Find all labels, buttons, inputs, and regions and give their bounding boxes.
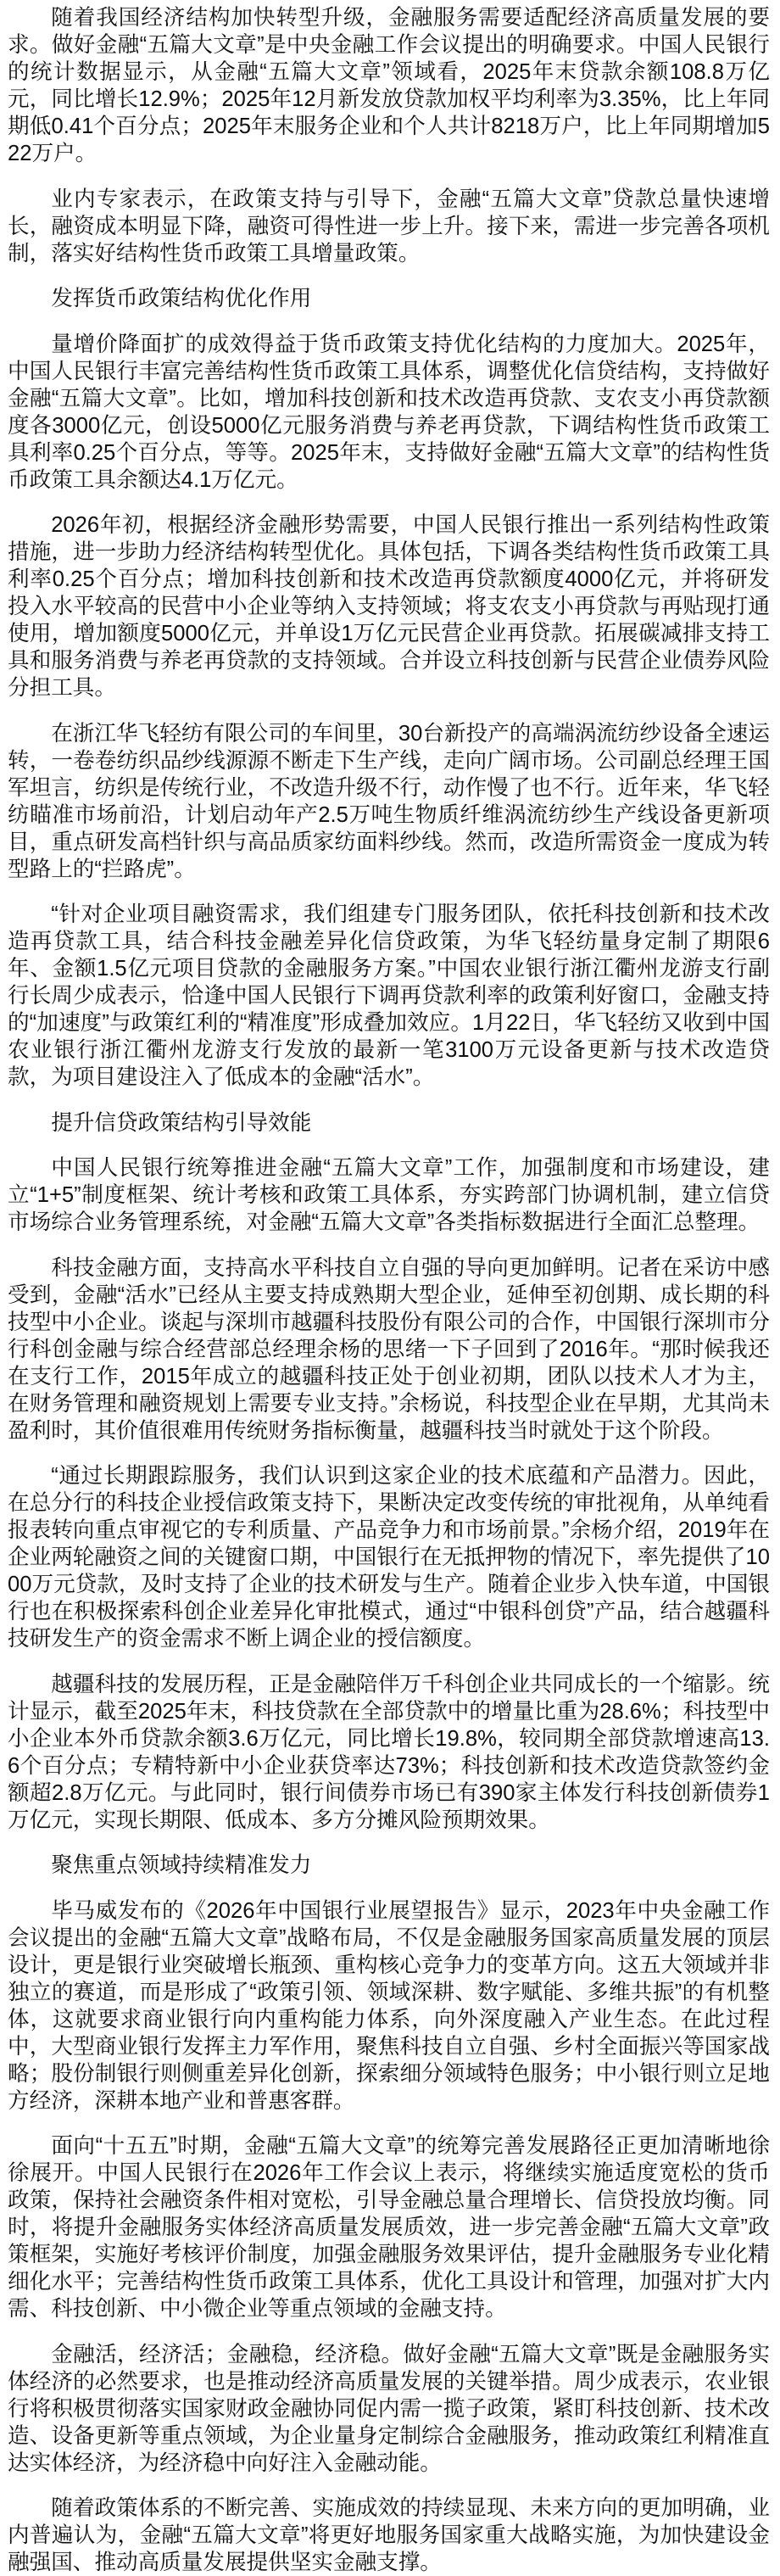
paragraph-intro: 随着我国经济结构加快转型升级，金融服务需要适配经济高质量发展的要求。做好金融“五篇大文章”是中央金融工作会议提出的明确要求。中国人民银行的统计数据显示，从金融“五篇大文章”领域看，2025年末贷款余额108.8万亿元，同比增长12.9%；2025年12月新发放贷款加权平均利率为3.35%，比上年同期低0.41个百分点；2025年末服务企业和个人共计8218万户，比上年同期增加522万户。 — [8, 6, 770, 165]
section-heading-key-areas: 聚焦重点领域持续精准发力 — [51, 1853, 312, 1877]
paragraph-pboc-framework: 中国人民银行统筹推进金融“五篇大文章”工作，加强制度和市场建设，建立“1+5”制度框架、统计考核和政策工具体系，夯实跨部门协调机制，建立信贷市场综合业务管理系统，对金融“五篇大文章”各类指标数据进行全面汇总整理。 — [8, 1156, 770, 1234]
paragraph-kpmg-report: 毕马威发布的《2026年中国银行业展望报告》显示，2023年中央金融工作会议提出的金融“五篇大文章”战略布局，不仅是金融服务国家高质量发展的顶层设计，更是银行业突破增长瓶颈、重构核心竞争力的变革方向。这五大领域并非独立的赛道，而是形成了“政策引领、领域深耕、数字赋能、多维共振”的有机整体，这就要求商业银行向内重构能力体系，向外深度融入产业生态。在此过程中，大型商业银行发挥主力军作用，聚焦科技自立自强、乡村全面振兴等国家战略；股份制银行则侧重差异化创新，探索细分领域特色服务；中小银行则立足地方经济，深耕本地产业和普惠客群。 — [8, 1898, 770, 2113]
paragraph-boc-quote: “通过长期跟踪服务，我们认识到这家企业的技术底蕴和产品潜力。因此，在总分行的科技企业授信政策支持下，果断决定改变传统的审批视角，从单纯看报表转向重点审视它的专利质量、产品竞争力和市场前景。”余杨介绍，2019年在企业两轮融资之间的关键窗口期，中国银行在无抵押物的情况下，率先提供了1000万元贷款，及时支持了企业的技术研发与生产。随着企业步入快车道，中国银行也在积极探索科创企业差异化审批模式，通过“中银科创贷”产品，结合越疆科技研发生产的资金需求不断上调企业的授信额度。 — [8, 1464, 770, 1651]
section-heading-credit-policy: 提升信贷政策结构引导效能 — [51, 1110, 312, 1135]
paragraph-tech-finance: 科技金融方面，支持高水平科技自立自强的导向更加鲜明。记者在采访中感受到，金融“活水”已经从主要支持成熟期大型企业，延伸至初创期、成长期的科技型中小企业。谈起与深圳市越疆科技股份有限公司的合作，中国银行深圳市分行科创金融与综合经营部总经理余杨的思绪一下子回到了2016年。“那时候我还在支行工作，2015年成立的越疆科技正处于创业初期，团队以技术人才为主，在财务管理和融资规划上需要专业支持。”余杨说，科技型企业在早期，尤其尚未盈利时，其价值很难用传统财务指标衡量，越疆科技当时就处于这个阶段。 — [8, 1255, 770, 1443]
paragraph-expert-view: 业内专家表示，在政策支持与引导下，金融“五篇大文章”贷款总量快速增长，融资成本明显下降，融资可得性进一步上升。接下来，需进一步完善各项机制，落实好结构性货币政策工具增量政策。 — [8, 187, 770, 265]
paragraph-finance-economy: 金融活，经济活；金融稳，经济稳。做好金融“五篇大文章”既是金融服务实体经济的必然要求，也是推动经济高质量发展的关键举措。周少成表示，农业银行将积极贯彻落实国家财政金融协同促内需一揽子政策，紧盯科技创新、技术改造、设备更新等重点领域，为企业量身定制综合金融服务，推动政策红利精准直达实体经济，为经济稳中向好注入金融动能。 — [8, 2342, 770, 2475]
paragraph-policy-tools-2025: 量增价降面扩的成效得益于货币政策支持优化结构的力度加大。2025年，中国人民银行丰富完善结构性货币政策工具体系，调整优化信贷结构，支持做好金融“五篇大文章”。比如，增加科技创新和技术改造再贷款、支农支小再贷款额度各3000亿元，创设5000亿元服务消费与养老再贷款，下调结构性货币政策工具利率0.25个百分点，等等。2025年末，支持做好金融“五篇大文章”的结构性货币政策工具余额达4.1万亿元。 — [8, 332, 770, 492]
paragraph-tech-loan-stats: 越疆科技的发展历程，正是金融陪伴万千科创企业共同成长的一个缩影。统计显示，截至2025年末，科技贷款在全部贷款中的增量比重为28.6%；科技型中小企业本外币贷款余额3.6万亿元，同比增长19.8%，较同期全部贷款增速高13.6个百分点；专精特新中小企业获贷率达73%；科技创新和技术改造贷款签约金额超2.8万亿元。与此同时，银行间债券市场已有390家主体发行科技创新债券1万亿元，实现长期限、低成本、多方分摊风险预期效果。 — [8, 1672, 770, 1832]
paragraph-huafei-case: 在浙江华飞轻纺有限公司的车间里，30台新投产的高端涡流纺纱设备全速运转，一卷卷纺织品纱线源源不断走下生产线，走向广阔市场。公司副总经理王国军坦言，纺织是传统行业，不改造升级不行，动作慢了也不行。近年来，华飞轻纺瞄准市场前沿，计划启动年产2.5万吨生物质纤维涡流纺纱生产线设备更新项目，重点研发高档针织与高品质家纺面料纱线。然而，改造所需资金一度成为转型路上的“拦路虎”。 — [8, 721, 770, 881]
paragraph-15th-five-year: 面向“十五五”时期，金融“五篇大文章”的统筹完善发展路径正更加清晰地徐徐展开。中国人民银行在2026年工作会议上表示，将继续实施适度宽松的货币政策，保持社会融资条件相对宽松，引导金融总量合理增长、信贷投放均衡。同时，将提升金融服务实体经济高质量发展质效，进一步完善金融“五篇大文章”政策框架，实施好考核评价制度，加强金融服务效果评估，提升金融服务专业化精细化水平；完善结构性货币政策工具体系，优化工具设计和管理，加强对扩大内需、科技创新、中小微企业等重点领域的金融支持。 — [8, 2134, 770, 2321]
section-heading-monetary-policy: 发挥货币政策结构优化作用 — [51, 287, 312, 310]
paragraph-policy-measures-2026: 2026年初，根据经济金融形势需要，中国人民银行推出一系列结构性政策措施，进一步助力经济结构转型优化。具体包括，下调各类结构性货币政策工具利率0.25个百分点；增加科技创新和技术改造再贷款额度4000亿元，并将研发投入水平较高的民营中小企业等纳入支持领域；将支农支小再贷款与再贴现打通使用，增加额度5000亿元，并单设1万亿元民营企业再贷款。拓展碳减排支持工具和服务消费与养老再贷款的支持领域。合并设立科技创新与民营企业债券风险分担工具。 — [8, 513, 770, 700]
paragraph-abc-quote: “针对企业项目融资需求，我们组建专门服务团队，依托科技创新和技术改造再贷款工具，结合科技金融差异化信贷政策，为华飞轻纺量身定制了期限6年、金额1.5亿元项目贷款的金融服务方案。”中国农业银行浙江衢州龙游支行副行长周少成表示，恰逢中国人民银行下调再贷款利率的政策利好窗口，金融支持的“加速度”与政策红利的“精准度”形成叠加效应。1月22日，华飞轻纺又收到中国农业银行浙江衢州龙游支行发放的最新一笔3100万元设备更新与技术改造贷款，为项目建设注入了低成本的金融“活水”。 — [8, 902, 770, 1089]
paragraph-conclusion: 随着政策体系的不断完善、实施成效的持续显现、未来方向的更加明确，业内普遍认为，金融“五篇大文章”将更好地服务国家重大战略实施，为加快建设金融强国、推动高质量发展提供坚实金融支撑。 — [8, 2496, 770, 2574]
